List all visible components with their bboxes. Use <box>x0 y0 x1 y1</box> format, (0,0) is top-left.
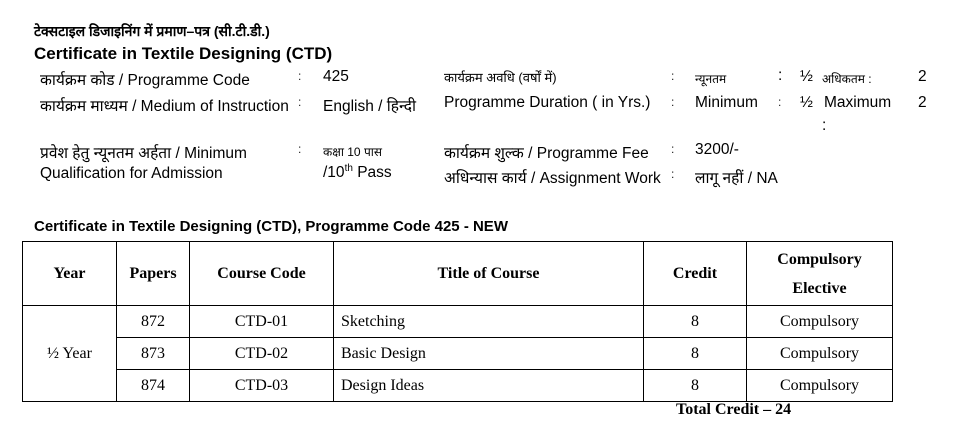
max-value-2: 2 <box>918 94 927 111</box>
duration-label-english: Programme Duration ( in Yrs.) <box>444 94 651 111</box>
code-cell: CTD-02 <box>190 338 334 370</box>
code-cell: CTD-03 <box>190 370 334 402</box>
header-papers: Papers <box>117 242 190 306</box>
header-course-code: Course Code <box>190 242 334 306</box>
colon: : <box>298 69 302 83</box>
colon: : <box>671 69 675 83</box>
year-cell: ½ Year <box>23 306 117 402</box>
header-comp-line2: Elective <box>792 279 847 297</box>
total-credit: Total Credit – 24 <box>676 401 792 418</box>
type-cell: Compulsory <box>747 370 893 402</box>
min-label-hindi: न्यूनतम <box>695 72 727 86</box>
colon: : <box>298 95 302 109</box>
header-compulsory-elective <box>747 242 893 306</box>
medium-label: कार्यक्रम माध्यम / Medium of Instruction <box>40 98 289 115</box>
colon: : <box>778 67 783 84</box>
assignment-value: लागू नहीं / NA <box>695 170 778 187</box>
duration-label-hindi: कार्यक्रम अवधि (वर्षों में) <box>444 70 557 85</box>
min-label-english: Minimum <box>695 94 758 111</box>
fee-value: 3200/- <box>695 141 739 158</box>
colon: : <box>778 95 782 109</box>
paper-cell: 873 <box>117 338 190 370</box>
title-hindi: टेक्सटाइल डिजाइनिंग में प्रमाण–पत्र (सी.टी.डी.) <box>34 23 270 39</box>
colon: : <box>298 142 302 156</box>
header-title: Title of Course <box>334 242 644 306</box>
title-cell: Design Ideas <box>334 370 644 402</box>
assignment-label: अधिन्यास कार्य / Assignment Work <box>444 170 661 187</box>
credit-cell: 8 <box>644 370 747 402</box>
min-qual-label-line1: प्रवेश हेतु न्यूनतम अर्हता / Minimum <box>40 145 247 162</box>
table-header-row <box>23 242 893 306</box>
paper-cell: 874 <box>117 370 190 402</box>
code-cell: CTD-01 <box>190 306 334 338</box>
max-label-english: Maximum <box>824 94 892 111</box>
min-qual-value-line2: /10th Pass <box>323 163 392 182</box>
min-qual-label-line2: Qualification for Admission <box>40 165 223 182</box>
min-value-2: ½ <box>800 94 813 111</box>
colon: : <box>671 167 675 181</box>
table-row <box>23 338 893 370</box>
medium-value: English / हिन्दी <box>323 98 417 115</box>
table-row <box>23 306 893 338</box>
table-row <box>23 370 893 402</box>
course-table <box>22 241 893 402</box>
title-english: Certificate in Textile Designing (CTD) <box>34 44 333 63</box>
type-cell: Compulsory <box>747 338 893 370</box>
max-value: 2 <box>918 68 927 85</box>
paper-cell: 872 <box>117 306 190 338</box>
header-credit: Credit <box>644 242 747 306</box>
credit-cell: 8 <box>644 338 747 370</box>
programme-code-label: कार्यक्रम कोड / Programme Code <box>40 72 250 89</box>
colon: : <box>671 95 675 109</box>
credit-cell: 8 <box>644 306 747 338</box>
max-label-hindi: अधिकतम : <box>822 72 872 86</box>
header-year: Year <box>23 242 117 306</box>
colon: : <box>671 142 675 156</box>
min-value: ½ <box>800 68 813 85</box>
fee-label: कार्यक्रम शुल्क / Programme Fee <box>444 145 649 162</box>
colon: : <box>822 117 827 134</box>
min-qual-value-line1: कक्षा 10 पास <box>323 145 382 159</box>
section-title: Certificate in Textile Designing (CTD), Programme Code 425 - NEW <box>34 218 508 235</box>
header-comp-line1: Compulsory <box>777 250 862 268</box>
type-cell: Compulsory <box>747 306 893 338</box>
programme-code-value: 425 <box>323 68 349 85</box>
title-cell: Basic Design <box>334 338 644 370</box>
title-cell: Sketching <box>334 306 644 338</box>
